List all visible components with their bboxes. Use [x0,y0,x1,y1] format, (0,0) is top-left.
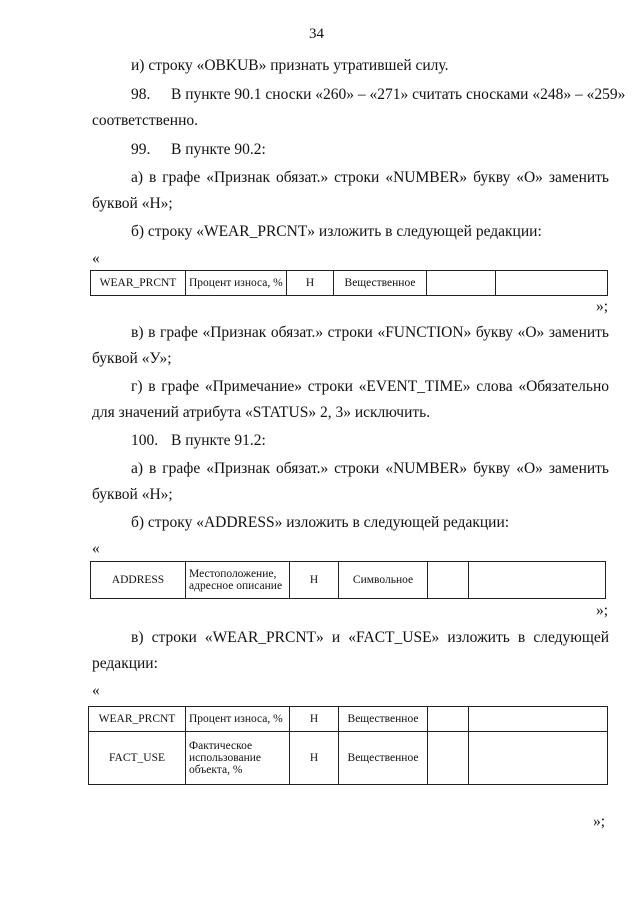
table-cell: Н [290,707,339,732]
table-cell [469,707,608,732]
table-wear-prcnt [90,270,608,296]
open-quote: « [92,540,100,557]
paragraph-99: В пункте 90.2: [171,141,266,158]
table-cell [428,707,469,732]
paragraph-100v-line2: редакции: [92,655,158,672]
paragraph-100a-line2: буквой «Н»; [92,486,173,503]
paragraph-99g-line1: г) в графе «Примечание» строки «EVENT_TIME» слова «Обязательно [131,378,609,395]
table-row [89,707,608,732]
table-cell [427,271,496,296]
paragraph-100: В пункте 91.2: [171,432,266,449]
table-cell [469,562,606,599]
table-cell [428,732,469,785]
table-cell: Н [290,562,339,599]
paragraph-98-line2: соответственно. [92,112,198,129]
paragraph-100a-line1: а) в графе «Признак обязат.» строки «NUMBER» букву «О» заменить [131,460,609,477]
item-number-99: 99. [131,141,151,158]
table-cell: Вещественное [339,732,428,785]
table-wear-fact [88,706,608,785]
table-cell: Процент износа, % [186,271,287,296]
close-quote: »; [596,602,609,619]
table-cell: FACT_USE [89,732,186,785]
table-cell: ADDRESS [91,562,186,599]
paragraph-99a-line2: буквой «Н»; [92,195,173,212]
table-cell: Вещественное [339,707,428,732]
paragraph-99v-line1: в) в графе «Признак обязат.» строки «FUNCTION» букву «О» заменить [131,324,609,341]
table-cell [496,271,608,296]
item-number-98: 98. [131,86,151,103]
table-cell: Н [290,732,339,785]
paragraph-100v-line1: в) строки «WEAR_PRCNT» и «FACT_USE» изложить в следующей [131,629,609,646]
paragraph-99a-line1: а) в графе «Признак обязат.» строки «NUMBER» букву «О» заменить [131,169,609,186]
paragraph-i: и) строку «OBKUB» признать утратившей силу. [131,57,449,74]
table-cell: Вещественное [334,271,427,296]
table-row [91,271,608,296]
paragraph-99b: б) строку «WEAR_PRCNT» изложить в следующей редакции: [131,223,542,240]
item-number-100: 100. [131,432,159,449]
paragraph-99v-line2: буквой «У»; [92,350,172,367]
table-cell [469,732,608,785]
table-cell: WEAR_PRCNT [91,271,186,296]
paragraph-98-line1: В пункте 90.1 сноски «260» – «271» считать сносками «248» – «259» [171,86,626,103]
paragraph-99g-line2: для значений атрибута «STATUS» 2, 3» исключить. [92,404,431,421]
paragraph-100b: б) строку «ADDRESS» изложить в следующей редакции: [131,514,510,531]
close-quote: »; [593,813,606,830]
page-number: 34 [309,26,324,42]
table-cell: Символьное [339,562,428,599]
table-row [89,732,608,785]
table-cell: Фактическое использование объекта, % [186,732,290,785]
table-cell: Местоположение, адресное описание [186,562,290,599]
table-cell: Процент износа, % [186,707,290,732]
open-quote: « [92,250,100,267]
table-cell: WEAR_PRCNT [89,707,186,732]
table-cell: Н [287,271,334,296]
close-quote: »; [596,298,609,315]
open-quote: « [92,682,100,699]
table-cell [428,562,469,599]
table-address [90,561,606,599]
table-row [91,562,606,599]
